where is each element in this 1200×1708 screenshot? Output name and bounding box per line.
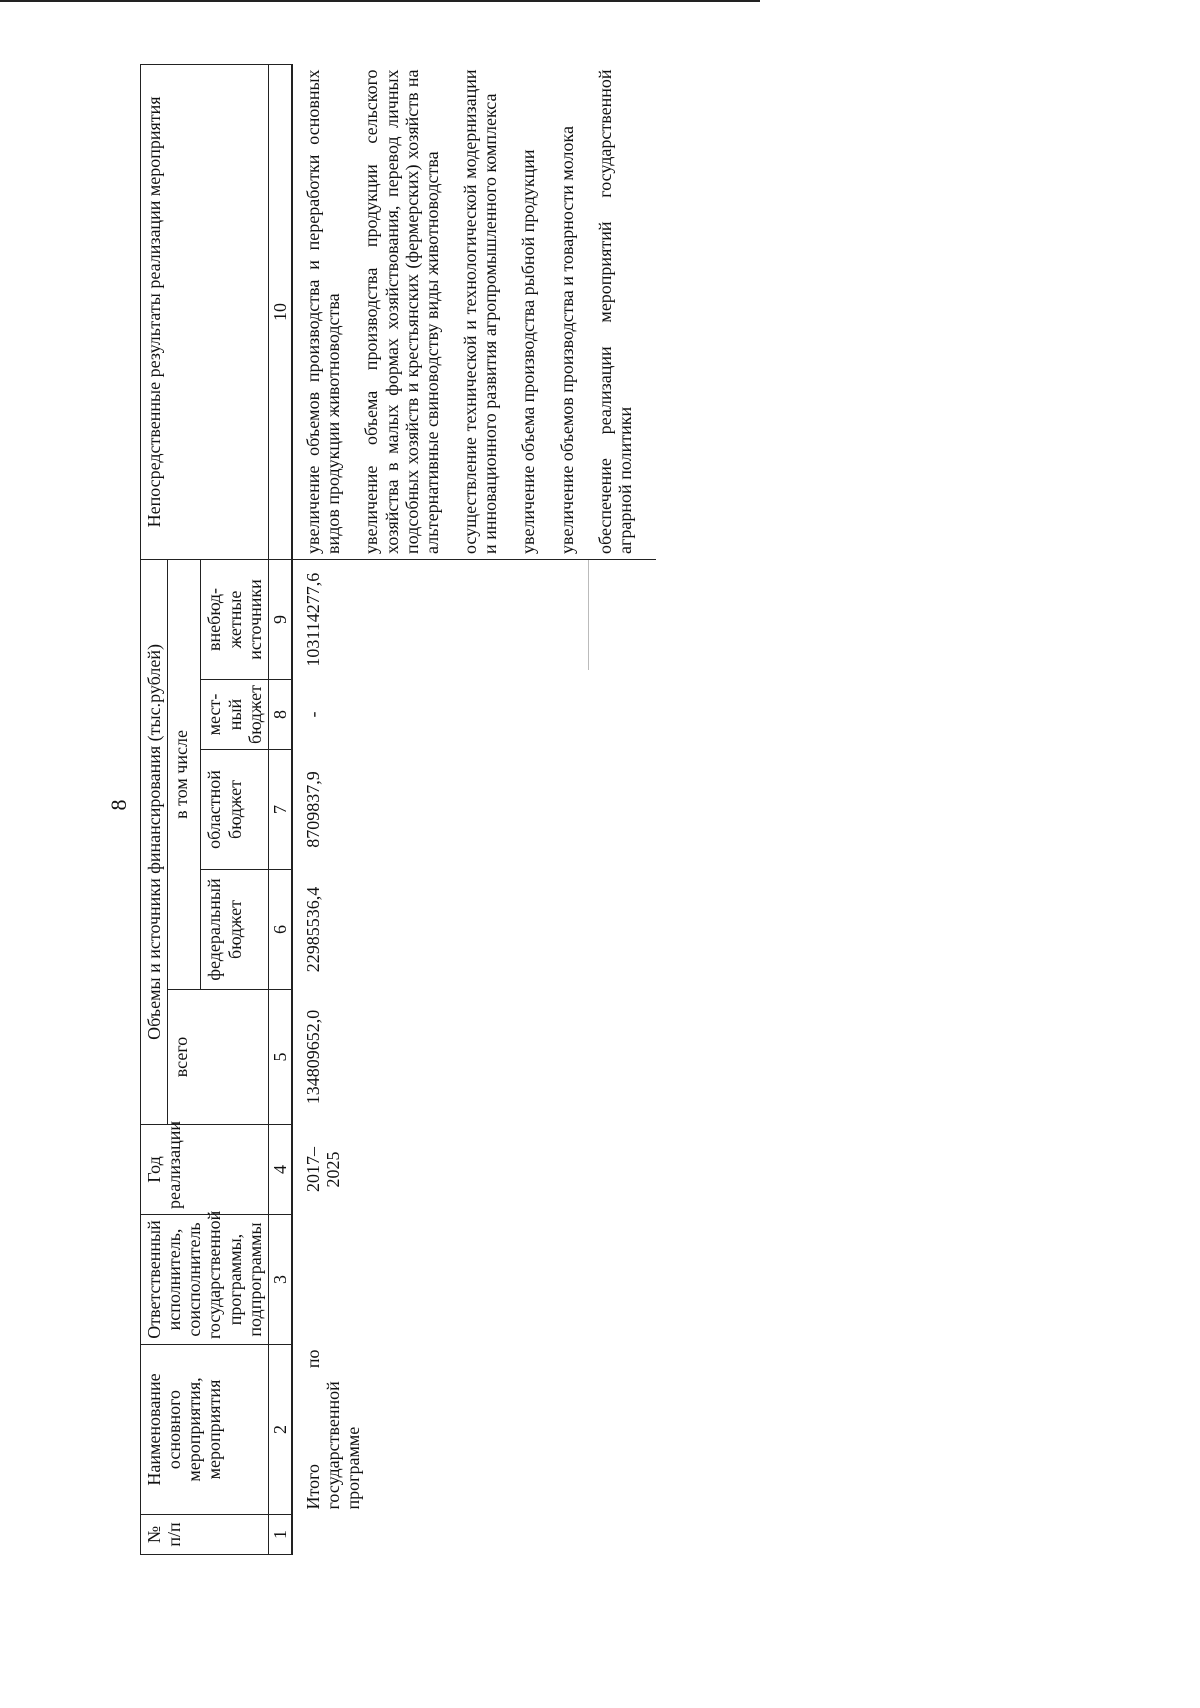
- header-extrabudget: внебюд-жетные источники: [201, 559, 268, 679]
- row-local: -: [303, 711, 324, 718]
- row-executor: [292, 1215, 656, 1345]
- column-number: 8: [268, 680, 292, 750]
- result-item: увеличение объема производства рыбной продукции: [518, 149, 539, 554]
- top-border-line: [0, 0, 760, 2]
- header-federal: федеральный бюджет: [201, 870, 268, 990]
- header-including: в том числе: [168, 559, 201, 989]
- program-funding-table: [140, 64, 656, 1555]
- header-regional: областной бюджет: [201, 750, 268, 870]
- result-item: увеличение объемов производства и переработки основных видов продукции животноводства: [303, 69, 344, 554]
- row-total: 134809652,0: [303, 1009, 324, 1105]
- column-number: 1: [268, 1515, 292, 1555]
- column-number: 6: [268, 870, 292, 990]
- row-years: 2017–2025: [303, 1147, 344, 1192]
- column-number: 3: [268, 1215, 292, 1345]
- column-number: 10: [268, 64, 292, 559]
- header-results: Непосредственные результаты реализации мероприятия: [141, 64, 269, 559]
- row-results: [292, 64, 656, 559]
- result-item: осуществление технической и технологической модернизации и инновационного развития агропромышленного комплекса: [460, 69, 501, 554]
- header-num: № п/п: [141, 1515, 269, 1555]
- result-item: увеличение объемов производства и товарности молока: [556, 126, 577, 554]
- rotated-page: [72, 55, 1022, 1555]
- column-number: 4: [268, 1125, 292, 1215]
- header-executor: Ответственный исполнитель, соисполнитель государственной программы, подпрограммы: [141, 1215, 269, 1345]
- row-extrabudget: 103114277,6: [303, 572, 324, 667]
- header-total: всего: [168, 990, 269, 1125]
- column-number: 7: [268, 750, 292, 870]
- header-local: мест-ный бюджет: [201, 680, 268, 750]
- column-number: 5: [268, 990, 292, 1125]
- header-funding-group: Объемы и источники финансирования (тыс.рублей): [141, 559, 168, 1124]
- table-row: [292, 64, 656, 1554]
- result-item: увеличение объема производства продукции сельского хозяйства в малых формах хозяйствования, перевод личных подсобных хозяйств и крестьянских (фермерских) хозяйств на альтернативные свиноводству виды животноводства: [361, 69, 442, 554]
- row-regional: 8709837,9: [303, 771, 324, 848]
- header-year: Год реализации: [141, 1125, 269, 1215]
- row-federal: 22985536,4: [303, 886, 324, 973]
- page-number: 8: [106, 799, 131, 811]
- row-name: Итого по государственной программе: [303, 1349, 364, 1510]
- column-number: 9: [268, 559, 292, 679]
- row-num: [292, 1515, 656, 1555]
- column-number: 2: [268, 1345, 292, 1515]
- result-item: обеспечение реализации мероприятий государственной аграрной политики: [594, 69, 635, 554]
- header-name: Наименование основного мероприятия, мероприятия: [141, 1345, 269, 1515]
